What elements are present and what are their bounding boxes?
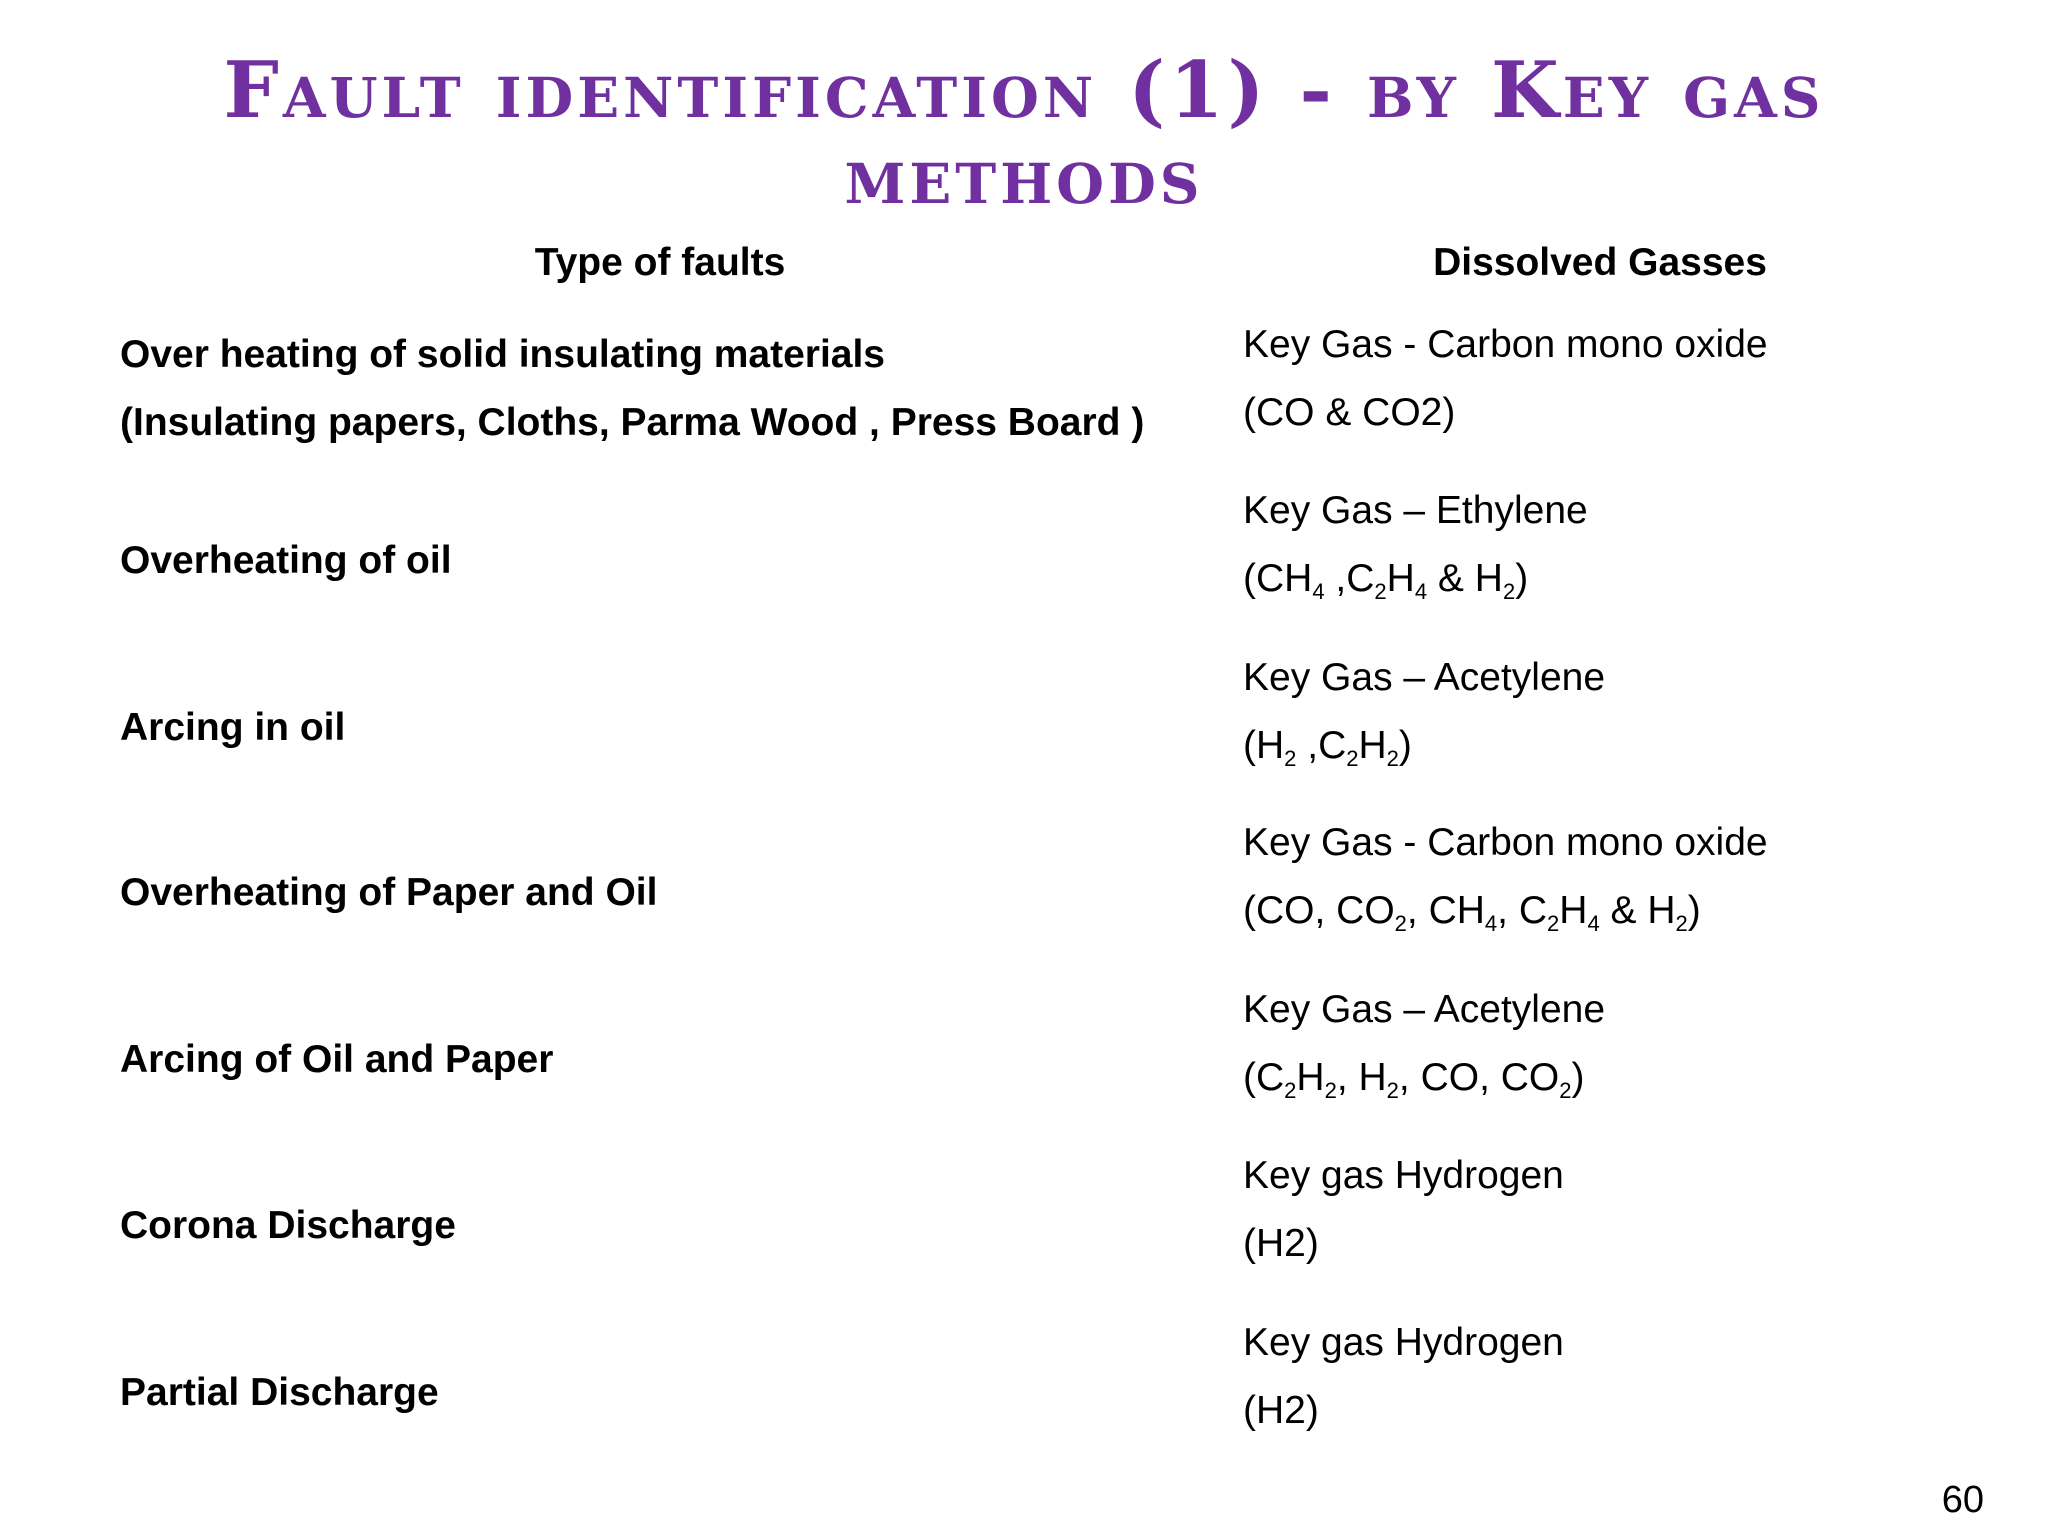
formula-subscript: 2 — [1386, 746, 1399, 771]
formula-text: (CO & CO2) — [1243, 391, 1456, 434]
gas-formula-list — [1243, 1055, 2023, 1101]
formula-text: (CO, CO — [1243, 889, 1395, 932]
table-row — [0, 488, 2048, 638]
formula-text: (H2) — [1243, 1389, 1319, 1432]
formula-text: ,C — [1296, 724, 1347, 767]
dissolved-gases — [1243, 322, 2023, 436]
formula-text: , CO, CO — [1398, 1056, 1560, 1099]
formula-text: & H — [1427, 557, 1503, 600]
formula-text: ,C — [1324, 557, 1375, 600]
key-gas-label: Key Gas - Carbon mono oxide — [1243, 323, 1768, 366]
formula-subscript: 2 — [1284, 1078, 1297, 1103]
dissolved-gases — [1243, 987, 2023, 1101]
formula-text: H — [1358, 724, 1387, 767]
formula-text: (C — [1243, 1056, 1285, 1099]
page-number: 60 — [1941, 1479, 1984, 1521]
formula-text: ) — [1398, 724, 1412, 767]
key-gas-label: Key gas Hydrogen — [1243, 1321, 1564, 1364]
fault-type-line: (Insulating papers, Cloths, Parma Wood , Press Board ) — [120, 401, 1145, 444]
slide-title-line-2: methods — [844, 131, 1204, 222]
fault-type-line: Partial Discharge — [120, 1371, 439, 1414]
gases-column-header: Dissolved Gasses — [1433, 241, 1767, 284]
formula-text: ) — [1515, 557, 1529, 600]
slide-title-line-1: Fault identification (1) - by Key gas — [223, 45, 1825, 136]
formula-text: (CH — [1243, 557, 1313, 600]
table-row — [0, 1320, 2048, 1470]
formula-subscript: 2 — [1502, 579, 1516, 604]
formula-subscript: 2 — [1547, 911, 1560, 936]
fault-type — [120, 1203, 1220, 1249]
table-row — [0, 322, 2048, 472]
formula-subscript: 2 — [1284, 746, 1297, 771]
fault-type — [120, 332, 1220, 446]
fault-type — [120, 870, 1220, 916]
gas-formula-list — [1243, 556, 2023, 602]
formula-subscript: 2 — [1559, 1078, 1572, 1103]
table-row — [0, 655, 2048, 805]
key-gas-label: Key Gas - Carbon mono oxide — [1243, 821, 1768, 864]
formula-subscript: 2 — [1374, 579, 1387, 604]
key-gas-label: Key Gas – Ethylene — [1243, 489, 1588, 532]
faults-column-header: Type of faults — [534, 241, 786, 284]
fault-type-line: Arcing in oil — [120, 706, 346, 749]
gas-formula-list — [1243, 723, 2023, 769]
dissolved-gases — [1243, 655, 2023, 769]
fault-type — [120, 1370, 1220, 1416]
formula-text: , C — [1497, 889, 1548, 932]
formula-text: , CH — [1406, 889, 1485, 932]
formula-text: (H — [1243, 724, 1285, 767]
formula-subscript: 2 — [1324, 1078, 1337, 1103]
fault-type-line: Overheating of Paper and Oil — [120, 871, 658, 914]
gas-formula-list — [1243, 390, 2023, 436]
formula-text: & H — [1599, 889, 1676, 932]
fault-type-line: Corona Discharge — [120, 1204, 456, 1247]
table-row — [0, 1153, 2048, 1303]
formula-subscript: 4 — [1414, 579, 1428, 604]
dissolved-gases — [1243, 488, 2023, 602]
gas-formula-list — [1243, 888, 2023, 934]
gas-formula-list — [1243, 1221, 2023, 1267]
dissolved-gases — [1243, 1320, 2023, 1434]
fault-type-line: Overheating of oil — [120, 539, 452, 582]
slide-title — [0, 45, 2048, 222]
formula-subscript: 2 — [1346, 746, 1359, 771]
formula-text: (H2) — [1243, 1222, 1319, 1265]
table-row — [0, 820, 2048, 970]
dissolved-gases — [1243, 1153, 2023, 1267]
fault-type — [120, 538, 1220, 584]
formula-subscript: 4 — [1312, 579, 1325, 604]
formula-subscript: 2 — [1394, 911, 1407, 936]
formula-subscript: 4 — [1587, 911, 1600, 936]
gas-formula-list — [1243, 1388, 2023, 1434]
fault-type-line: Over heating of solid insulating materials — [120, 333, 885, 376]
formula-text: H — [1386, 557, 1415, 600]
formula-subscript: 4 — [1484, 911, 1498, 936]
key-gas-label: Key Gas – Acetylene — [1243, 656, 1606, 699]
formula-text: H — [1296, 1056, 1325, 1099]
dissolved-gases — [1243, 820, 2023, 934]
fault-type — [120, 705, 1220, 751]
formula-text: ) — [1571, 1056, 1585, 1099]
fault-type-line: Arcing of Oil and Paper — [120, 1038, 554, 1081]
formula-text: , H — [1336, 1056, 1387, 1099]
formula-text: H — [1559, 889, 1588, 932]
key-gas-label: Key gas Hydrogen — [1243, 1154, 1564, 1197]
key-gas-label: Key Gas – Acetylene — [1243, 988, 1606, 1031]
formula-subscript: 2 — [1386, 1078, 1399, 1103]
formula-text: ) — [1687, 889, 1701, 932]
fault-type — [120, 1037, 1220, 1083]
formula-subscript: 2 — [1675, 911, 1688, 936]
table-row — [0, 987, 2048, 1137]
